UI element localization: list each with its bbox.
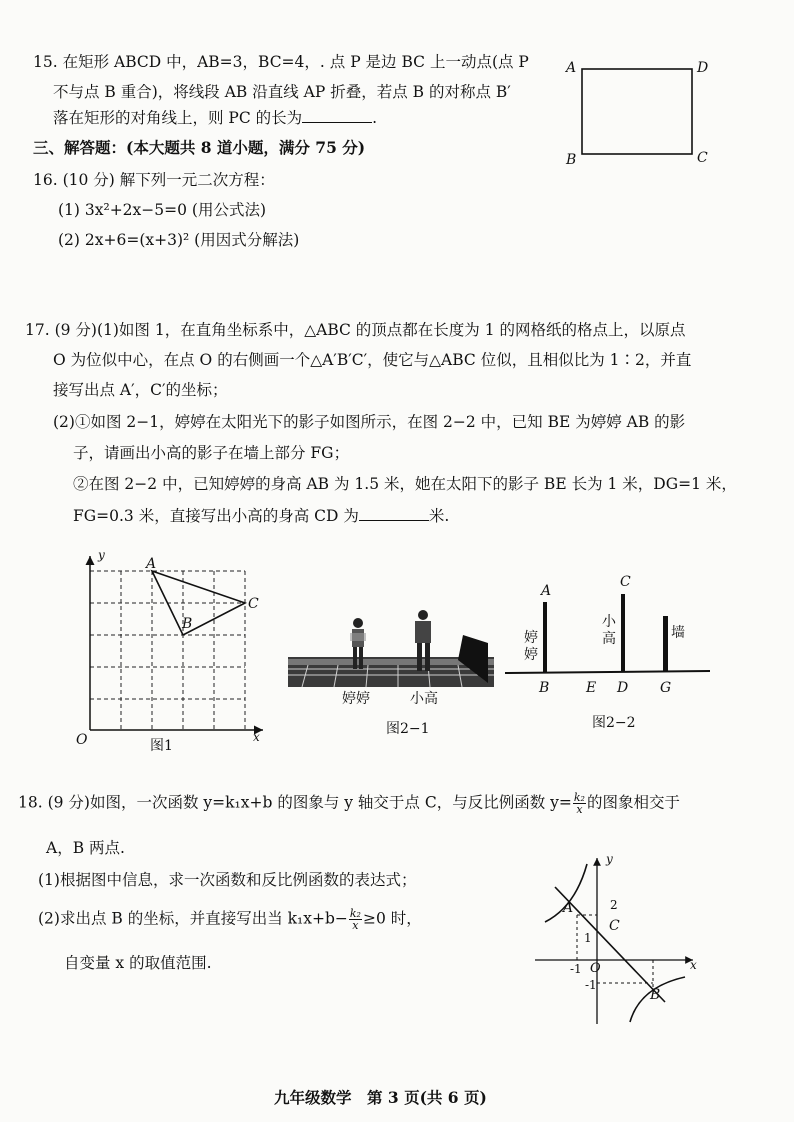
q18-function-graph [525,852,705,1027]
q18-label-C: C [609,918,620,934]
q17-line5: 子，请画出小高的影子在墙上部分 FG； [73,444,350,462]
fig22-label-A: A [541,583,552,599]
fig1-label-A: A [146,556,157,572]
fig22-caption: 图2−2 [592,715,636,731]
q15-label-B: B [566,152,577,168]
q18-label-A: A [563,900,574,916]
q18-tick-minus1-y: -1 [585,978,597,992]
fig22-label-E: E [586,680,597,696]
q18-part3: 自变量 x 的取值范围. [64,954,212,972]
fig22-label-D: D [617,680,629,696]
fig22-label-tingting: 婷婷 [524,630,538,663]
fig22-label-xiaogao: 小高 [602,614,616,647]
fig21-label-xiaogao: 小高 [410,691,438,707]
q18-tick-minus1-x: -1 [570,962,582,976]
fig22-label-G: G [660,680,672,696]
q17-fig21-photo [288,605,494,687]
q18-y-label: y [606,852,613,866]
q18-line1-text: 18. (9 分)如图，一次函数 y=k₁x+b 的图象与 y 轴交于点 C，与反比例函数 y= [18,793,572,812]
section-heading: 三、解答题：(本大题共 8 道小题，满分 75 分) [33,138,366,157]
q18-fraction-k2-over-x: $\frac{\text{k₂}}{x}$ [573,791,585,816]
q15-rectangle-figure [560,55,720,170]
q17-line7-text: FG=0.3 米，直接写出小高的身高 CD 为 [73,507,359,525]
fig1-x-label: x [253,730,260,744]
q17-line6: ②在图 2−2 中，已知婷婷的身高 AB 为 1.5 米，她在太阳下的影子 BE 长为 1 米，DG=1 米， [73,475,737,493]
q17-line3: 接写出点 A′，C′的坐标； [53,381,228,399]
q18-x-label: x [690,958,697,972]
q18-tick-2: 2 [610,898,618,912]
q17-line7: FG=0.3 米，直接写出小高的身高 CD 为 米. [73,507,450,525]
q15-answer-blank[interactable] [302,108,372,123]
q18-label-B: B [650,987,661,1003]
q16-part1: (1) 3x²+2x−5=0 (用公式法) [58,201,267,219]
q15-label-A: A [566,60,577,76]
q17-fig1-grid [80,548,280,748]
q17-answer-blank[interactable] [359,506,429,521]
q17-line1: 17. (9 分)(1)如图 1，在直角坐标系中，△ABC 的顶点都在长度为 1 的网格纸的格点上，以原点 [25,321,686,339]
q18-part2: (2)求出点 B 的坐标，并直接写出当 k₁x+b− $\frac{\text{k₂}}{x}$ ≥0 时， [38,907,422,932]
q15-label-C: C [697,150,708,166]
q15-line1: 15. 在矩形 ABCD 中，AB=3，BC=4，. 点 P 是边 BC 上一动点(点 P [33,53,529,71]
q16-head: 16. (10 分) 解下列一元二次方程： [33,171,275,189]
fig1-label-B: B [182,616,193,632]
q18-part2-text: (2)求出点 B 的坐标，并直接写出当 k₁x+b− [38,909,348,928]
q15-line2: 不与点 B 重合)，将线段 AB 沿直线 AP 折叠，若点 B 的对称点 B′ [53,83,511,101]
fig21-caption: 图2−1 [386,721,430,737]
q18-line2: A，B 两点. [46,839,125,857]
q15-line3-text: 落在矩形的对角线上，则 PC 的长为 [53,109,303,127]
q15-line3: 落在矩形的对角线上，则 PC 的长为 . [53,109,378,127]
fig1-caption: 图1 [150,738,173,754]
page-footer: 九年级数学 第 3 页(共 6 页) [274,1088,487,1107]
q18-part1: (1)根据图中信息，求一次函数和反比例函数的表达式； [38,871,417,889]
q18-part2-fraction: $\frac{\text{k₂}}{x}$ [349,907,361,932]
fig21-label-tingting: 婷婷 [342,691,370,707]
fig1-y-label: y [98,548,105,562]
q18-tick-1: 1 [584,931,592,945]
q16-part2: (2) 2x+6=(x+3)² (用因式分解法) [58,231,300,249]
fig1-label-C: C [248,596,259,612]
q18-line1: 18. (9 分)如图，一次函数 y=k₁x+b 的图象与 y 轴交于点 C，与反比例函数 y= $\frac{\text{k₂}}{x}$ 的图象相交于 [18,791,680,816]
q17-line2: O 为位似中心，在点 O 的右侧画一个△A′B′C′，使它与△ABC 位似，且相似比为 1∶2，并直 [53,351,692,369]
fig1-origin-label: O [76,732,88,748]
q15-label-D: D [697,60,709,76]
fig22-label-wall: 墙 [671,625,685,641]
fig22-label-C: C [620,574,631,590]
q18-origin-label: O [590,961,601,976]
fig22-label-B: B [539,680,550,696]
q17-line4: (2)①如图 2−1，婷婷在太阳光下的影子如图所示，在图 2−2 中，已知 BE 为婷婷 AB 的影 [53,413,686,431]
